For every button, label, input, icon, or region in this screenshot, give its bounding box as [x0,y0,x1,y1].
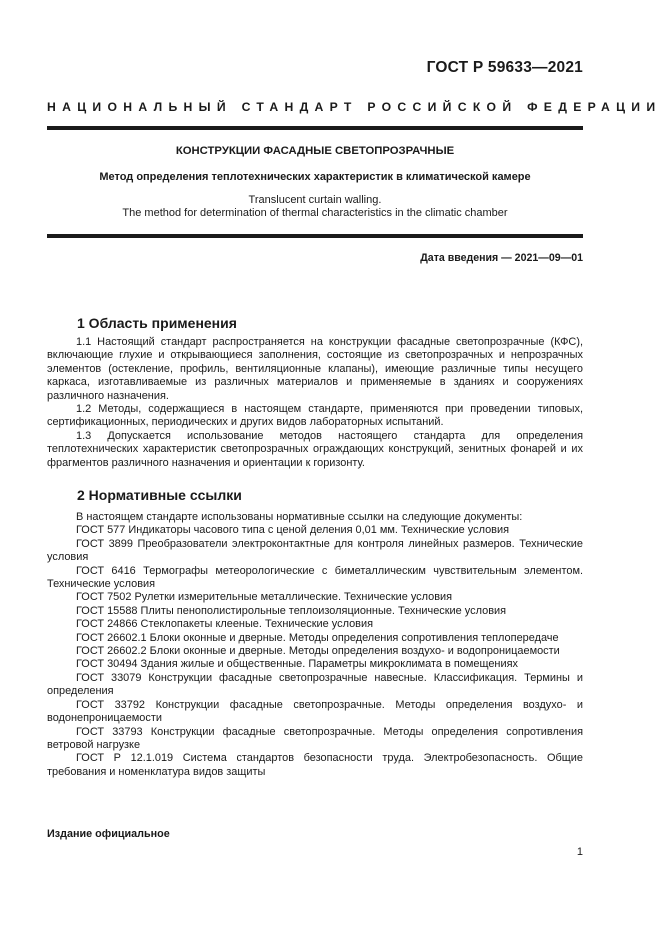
reference-code: ГОСТ 33793 [76,725,143,738]
reference-title: Конструкции фасадные светопрозрачные. Методы определения сопротивления ветровой нагрузке [47,725,583,751]
national-standard-banner: НАЦИОНАЛЬНЫЙ СТАНДАРТ РОССИЙСКОЙ ФЕДЕРАЦИИ [47,100,661,114]
reference-item [47,658,583,671]
reference-item [47,618,583,631]
section-1-body [47,336,583,470]
document-subtitle: Метод определения теплотехнических характеристик в климатической камере [99,171,531,183]
introduction-date: Дата введения — 2021—09—01 [420,252,583,264]
section-2-body [47,511,583,779]
page-number: 1 [576,846,583,858]
bottom-divider [47,234,583,238]
reference-item [47,672,583,699]
reference-code: ГОСТ Р 12.1.019 [76,752,174,765]
reference-title: Стеклопакеты клееные. Технические условия [140,618,374,631]
reference-item [47,565,583,592]
reference-item [47,752,583,779]
reference-title: Система стандартов безопасности труда. Электробезопасность. Общие требования и номенклатура видов защиты [47,752,584,778]
reference-code: ГОСТ 24866 [76,618,138,631]
reference-item [47,538,583,565]
section-2-heading: 2 Нормативные ссылки [77,487,242,503]
reference-title: Конструкции фасадные светопрозрачные. Методы определения воздухо- и водонепроницаемости [47,698,583,725]
reference-code: ГОСТ 577 [76,524,126,537]
reference-item [47,699,583,726]
english-title-line-1: Translucent curtain walling. [248,194,382,206]
standard-number: ГОСТ Р 59633—2021 [426,59,583,76]
section-1-heading: 1 Область применения [77,315,237,331]
reference-title: Здания жилые и общественные. Параметры микроклимата в помещениях [140,658,518,671]
paragraph-1-3: 1.3 Допускается использование методов настоящего стандарта для определения теплотехнических характеристик светопрозрачных ограждающих конструкций, зенитных фонарей и их фрагментов различного назначения и ориентации к горизонту. [47,429,583,469]
edition-label: Издание официальное [47,828,170,840]
reference-code: ГОСТ 26602.2 [76,645,147,658]
reference-title: Рулетки измерительные металлические. Технические условия [134,591,453,604]
reference-title: Конструкции фасадные светопрозрачные навесные. Классификация. Термины и определения [47,671,583,698]
reference-item [47,726,583,753]
reference-title: Термографы метеорологические с биметаллическим чувствительным элементом. Технические условия [47,564,583,591]
reference-code: ГОСТ 26602.1 [76,631,147,644]
document-title: КОНСТРУКЦИИ ФАСАДНЫЕ СВЕТОПРОЗРАЧНЫЕ [175,145,455,157]
reference-title: Блоки оконные и дверные. Методы определения воздухо- и водопроницаемости [149,645,560,658]
reference-item [47,524,583,537]
reference-code: ГОСТ 7502 [76,591,132,604]
reference-item [47,645,583,658]
reference-code: ГОСТ 33792 [76,698,146,711]
paragraph-1-2: 1.2 Методы, содержащиеся в настоящем стандарте, применяются при проведении типовых, сертификационных, периодических и других видов лабораторных испытаний. [47,403,583,429]
reference-title: Плиты пенополистирольные теплоизоляционные. Технические условия [140,604,507,617]
reference-title: Индикаторы часового типа с ценой деления 0,01 мм. Технические условия [128,524,510,537]
paragraph-1-1: 1.1 Настоящий стандарт распространяется на конструкции фасадные светопрозрачные (КФС), включающие глухие и открывающиеся заполнения, состоящие из светопрозрачных и непрозрачных элементов (остекление, профиль, вентиляционные клапаны), имеющие различные типы несущего каркаса, изготавливаемые из различных материалов и применяемые в зданиях и сооружениях различного назначения. [47,336,583,402]
references-list [47,524,583,779]
reference-item [47,632,583,645]
reference-title: Преобразователи электроконтактные для контроля линейных размеров. Технические условия [47,537,583,564]
references-intro: В настоящем стандарте использованы нормативные ссылки на следующие документы: [76,511,523,523]
reference-code: ГОСТ 3899 [76,537,133,550]
top-divider [47,126,583,130]
reference-code: ГОСТ 30494 [76,658,138,671]
english-title-line-2: The method for determination of thermal characteristics in the climatic chamber [122,207,508,219]
english-title [47,194,583,220]
reference-code: ГОСТ 15588 [76,604,138,617]
reference-item [47,591,583,604]
reference-item [47,605,583,618]
reference-code: ГОСТ 6416 [76,564,136,577]
reference-title: Блоки оконные и дверные. Методы определения сопротивления теплопередаче [149,631,559,644]
reference-code: ГОСТ 33079 [76,671,142,684]
